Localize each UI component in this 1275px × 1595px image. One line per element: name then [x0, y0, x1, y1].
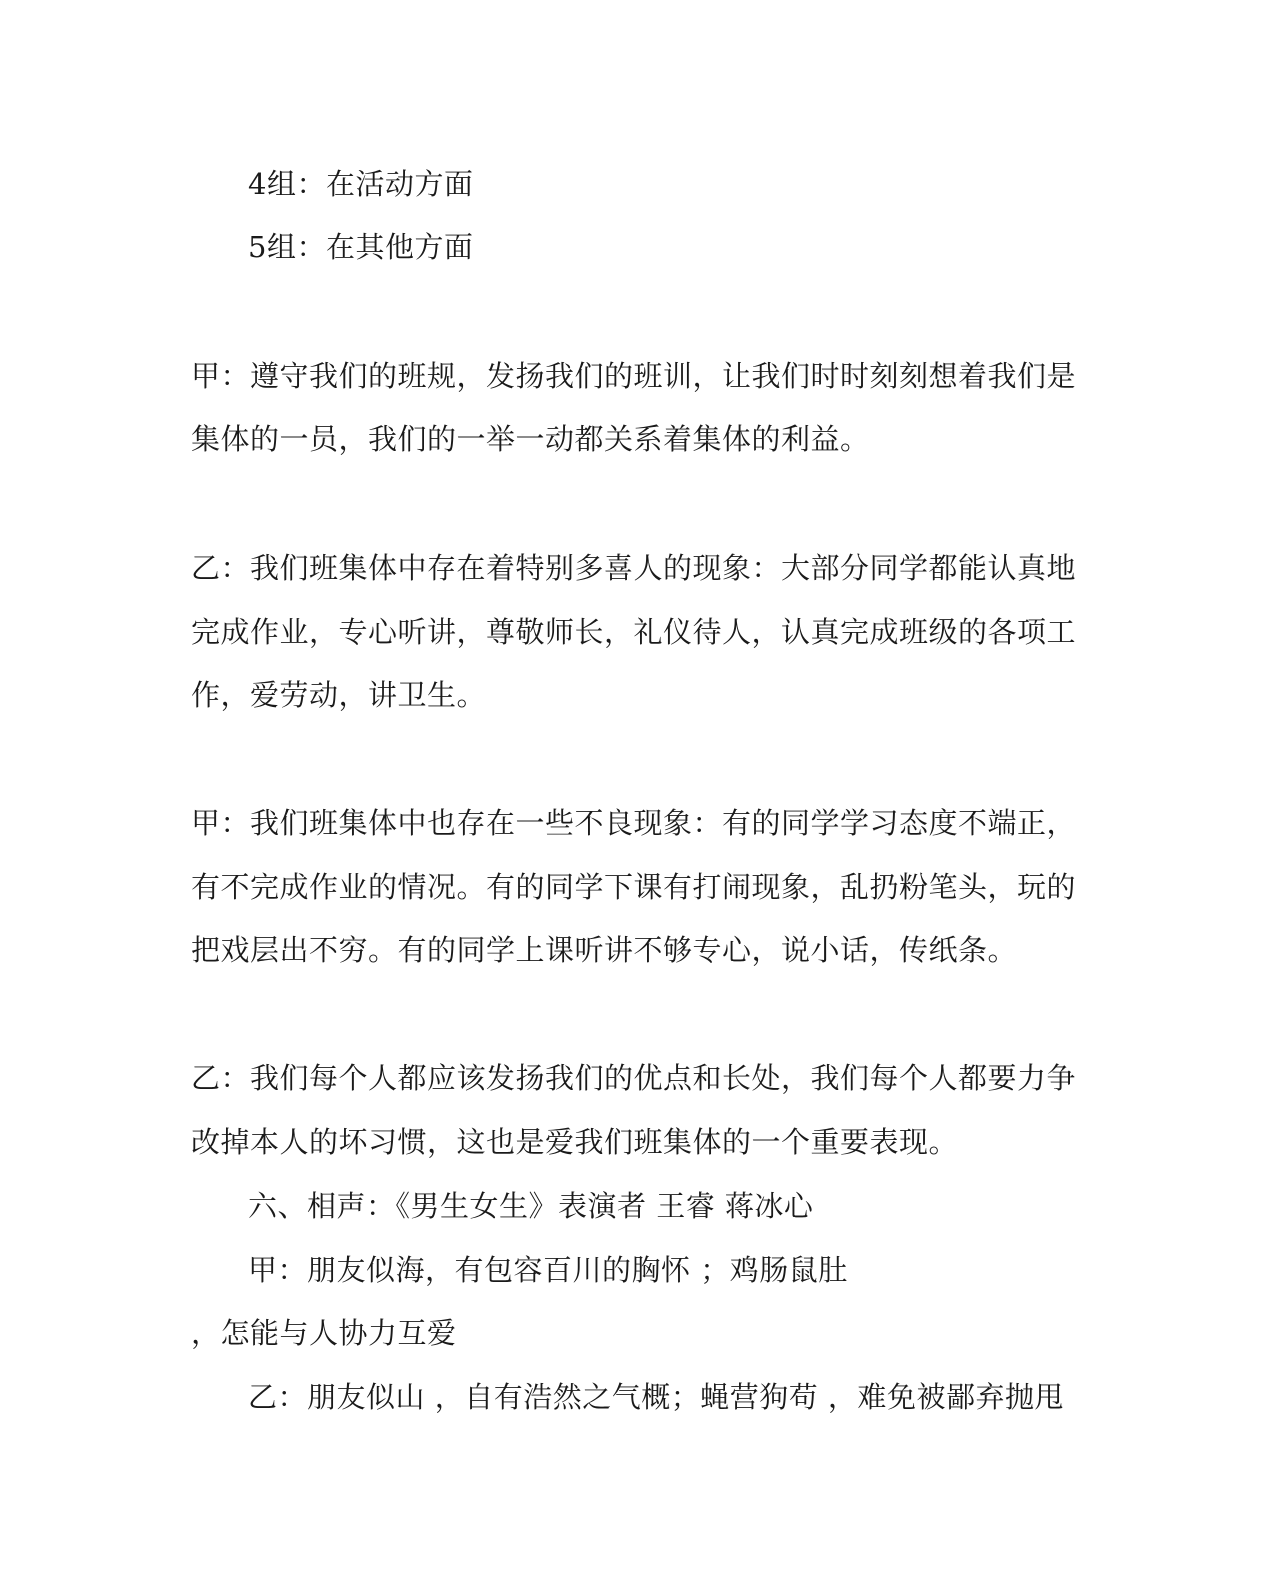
text-line: 有不完成作业的情况。有的同学下课有打闹现象，乱扔粉笔头，玩的 — [191, 870, 1077, 904]
text-line: 4组：在活动方面 — [248, 167, 474, 201]
text-line: 5组：在其他方面 — [248, 230, 474, 264]
text-line: 集体的一员，我们的一举一动都关系着集体的利益。 — [191, 422, 870, 456]
text-line: 乙：我们班集体中存在着特别多喜人的现象：大部分同学都能认真地 — [191, 551, 1077, 585]
text-line: 把戏层出不穷。有的同学上课听讲不够专心，说小话，传纸条。 — [191, 933, 1018, 967]
text-line: 甲：遵守我们的班规，发扬我们的班训，让我们时时刻刻想着我们是 — [191, 359, 1077, 393]
text-line: 改掉本人的坏习惯，这也是爱我们班集体的一个重要表现。 — [191, 1125, 959, 1159]
text-line: 甲：我们班集体中也存在一些不良现象：有的同学学习态度不端正， — [191, 806, 1077, 840]
text-line: 六、相声：《男生女生》表演者 王睿 蒋冰心 — [248, 1189, 814, 1223]
text-line: 乙：朋友似山 ，自有浩然之气概；蝇营狗苟 ，难免被鄙弃抛甩 — [248, 1380, 1064, 1414]
text-line: 甲：朋友似海，有包容百川的胸怀 ；鸡肠鼠肚 — [248, 1253, 848, 1287]
text-line: ，怎能与人协力互爱 — [191, 1316, 457, 1350]
text-line: 完成作业，专心听讲，尊敬师长，礼仪待人，认真完成班级的各项工 — [191, 615, 1077, 649]
text-line: 作，爱劳动，讲卫生。 — [191, 678, 487, 712]
text-line: 乙：我们每个人都应该发扬我们的优点和长处，我们每个人都要力争 — [191, 1061, 1077, 1095]
